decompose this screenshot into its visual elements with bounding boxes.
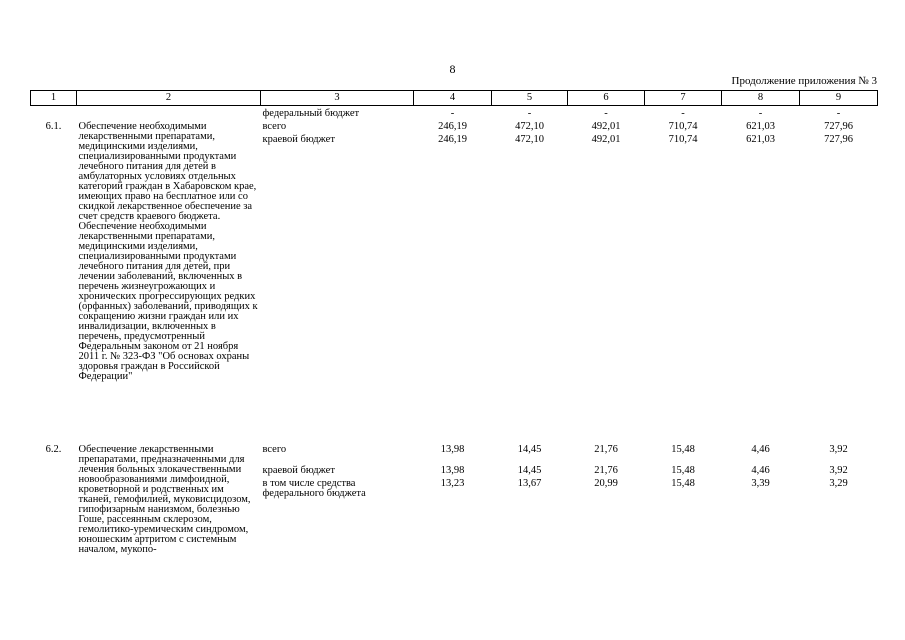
value-cell: 21,76	[594, 465, 618, 476]
column-header: 6	[568, 91, 645, 106]
value-cell: 472,10	[515, 121, 544, 132]
funding-source: всего	[262, 444, 287, 455]
funding-source: всего	[262, 121, 287, 132]
value-cell: 727,96	[824, 134, 853, 145]
table-row	[31, 119, 878, 132]
table-row	[31, 106, 878, 120]
page-number: 8	[449, 62, 456, 76]
funding-source: краевой бюджет	[262, 465, 335, 476]
budget-table	[30, 90, 878, 576]
value-cell: 3,29	[829, 478, 848, 489]
value-cell: 13,23	[440, 478, 465, 489]
value-cell: 727,96	[824, 121, 853, 132]
value-cell: 13,98	[440, 444, 465, 455]
header-row	[31, 91, 878, 106]
funding-source: федеральный бюджет	[262, 108, 360, 119]
value-cell: 15,48	[671, 465, 695, 476]
item-name: Обеспечение лекарственными препаратами, предназначенными для лечения больных злокачественными новообразованиями лимфоидной, кроветворной и родственных им тканей, гемофилией, муковисцидозом, гипофизарным нанизмом, болезнью Гоше, рассеянным склерозом, гемолитико-уремическим синдромом, юношеским артритом с системным началом, мукопо-	[78, 444, 251, 555]
column-header: 7	[645, 91, 722, 106]
appendix-continuation-note: Продолжение приложения № 3	[731, 75, 877, 87]
column-header: 3	[261, 91, 414, 106]
value-cell: -	[681, 108, 685, 119]
value-cell: 492,01	[591, 134, 621, 145]
value-cell: 246,19	[438, 121, 467, 132]
item-code: 6.2.	[45, 444, 62, 455]
value-cell: 20,99	[594, 478, 618, 489]
item-name-cell	[77, 106, 261, 120]
value-cell: -	[836, 108, 841, 119]
value-cell: 3,92	[829, 465, 848, 476]
value-cell: 3,39	[751, 478, 770, 489]
value-cell: 710,74	[668, 121, 698, 132]
item-code-cell	[31, 106, 77, 120]
value-cell: 246,19	[438, 134, 467, 145]
funding-source: в том числе средства федерального бюджета	[262, 478, 366, 499]
column-header: 4	[414, 91, 492, 106]
value-cell: 621,03	[746, 134, 775, 145]
table-row	[31, 439, 878, 463]
column-header: 2	[77, 91, 261, 106]
value-cell: 621,03	[746, 121, 775, 132]
funding-source: краевой бюджет	[262, 134, 335, 145]
value-cell: 4,46	[751, 444, 770, 455]
value-cell: 492,01	[591, 121, 621, 132]
value-cell: 13,67	[517, 478, 542, 489]
item-name: Обеспечение необходимыми лекарственными препаратами, медицинскими изделиями, специализированными продуктами лечебного питания для детей в амбулаторных условиях отдельных категорий граждан в Хабаровском крае, имеющих право на бесплатное или со скидкой лекарственное обеспечение за счет средств краевого бюджета. Обеспечение необходимыми лекарственными препаратами, медицинскими изделиями, специализированными продуктами лечебного питания для детей, при лечении заболеваний, включенных в перечень жизнеугрожающих и хронических прогрессирующих редких (орфанных) заболеваний, приводящих к сокращению жизни граждан или их инвалидизации, включенных в перечень, предусмотренный Федеральным законом от 21 ноября 2011 г. № 323-ФЗ "Об основах охраны здоровья граждан в Российской Федерации"	[78, 121, 258, 382]
value-cell: -	[527, 108, 532, 119]
value-cell: 3,92	[829, 444, 848, 455]
value-cell: -	[450, 108, 455, 119]
value-cell: -	[758, 108, 763, 119]
value-cell: 15,48	[671, 444, 695, 455]
value-cell: 21,76	[594, 444, 618, 455]
value-cell: -	[604, 108, 608, 119]
value-cell: 13,98	[440, 465, 465, 476]
column-header: 8	[722, 91, 800, 106]
item-code: 6.1.	[45, 121, 62, 132]
column-header: 5	[492, 91, 568, 106]
value-cell: 14,45	[517, 465, 542, 476]
value-cell: 14,45	[517, 444, 542, 455]
column-header: 9	[800, 91, 878, 106]
value-cell: 472,10	[515, 134, 544, 145]
value-cell: 15,48	[671, 478, 695, 489]
value-cell: 710,74	[668, 134, 698, 145]
column-header: 1	[31, 91, 77, 106]
value-cell: 4,46	[751, 465, 770, 476]
